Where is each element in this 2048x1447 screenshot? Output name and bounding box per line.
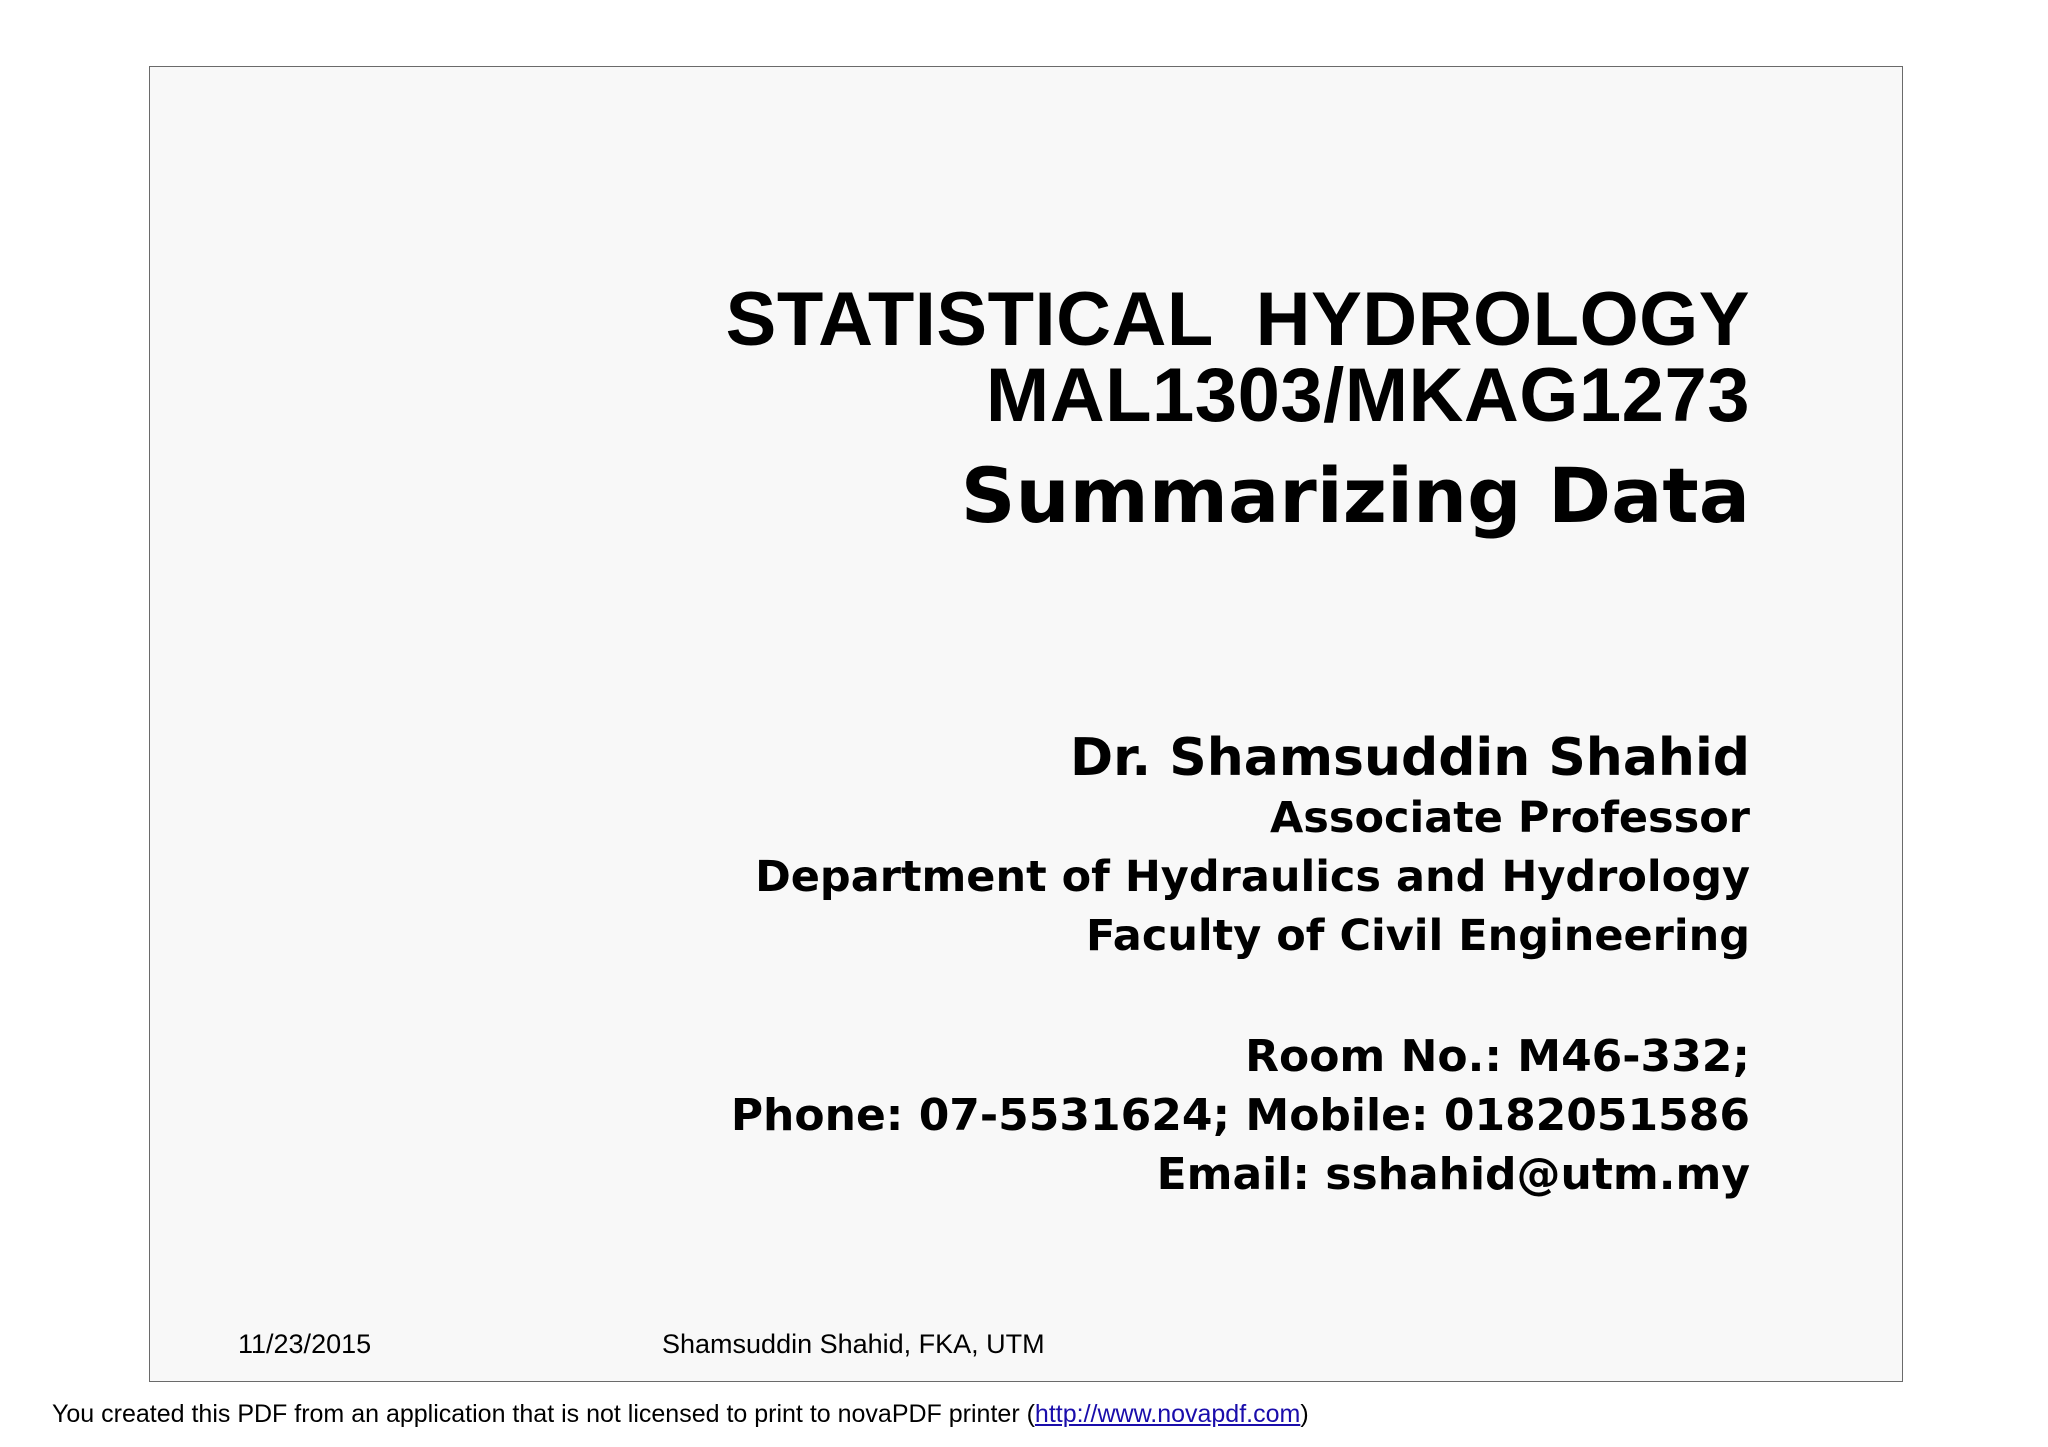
contact-block: [731, 1027, 1750, 1204]
footer-author: Shamsuddin Shahid, FKA, UTM: [662, 1329, 1045, 1359]
contact-email: Email: sshahid@utm.my: [1156, 1149, 1750, 1200]
contact-phone: Phone: 07-5531624; Mobile: 0182051586: [730, 1090, 1750, 1141]
contact-room: Room No.: M46-332;: [1245, 1031, 1750, 1082]
pdf-license-notice: [52, 1400, 1309, 1429]
course-code: MAL1303/MKAG1273: [985, 353, 1750, 438]
author-faculty: Faculty of Civil Engineering: [1085, 911, 1750, 961]
author-department: Department of Hydraulics and Hydrology: [755, 852, 1750, 902]
author-block: [755, 727, 1750, 966]
pdf-notice-text-end: ): [1300, 1400, 1309, 1428]
novapdf-link[interactable]: http://www.novapdf.com: [1034, 1400, 1301, 1428]
pdf-notice-text: You created this PDF from an application that is not licensed to print to novaPDF printer (: [52, 1400, 1035, 1428]
slide-subtitle: Summarizing Data: [960, 451, 1750, 540]
footer-date: 11/23/2015: [238, 1329, 372, 1359]
author-name: Dr. Shamsuddin Shahid: [1070, 728, 1750, 788]
title-block: [725, 277, 1750, 540]
slide-frame: [149, 66, 1903, 1382]
author-position: Associate Professor: [1269, 793, 1750, 843]
course-title: STATISTICAL HYDROLOGY: [725, 277, 1750, 362]
